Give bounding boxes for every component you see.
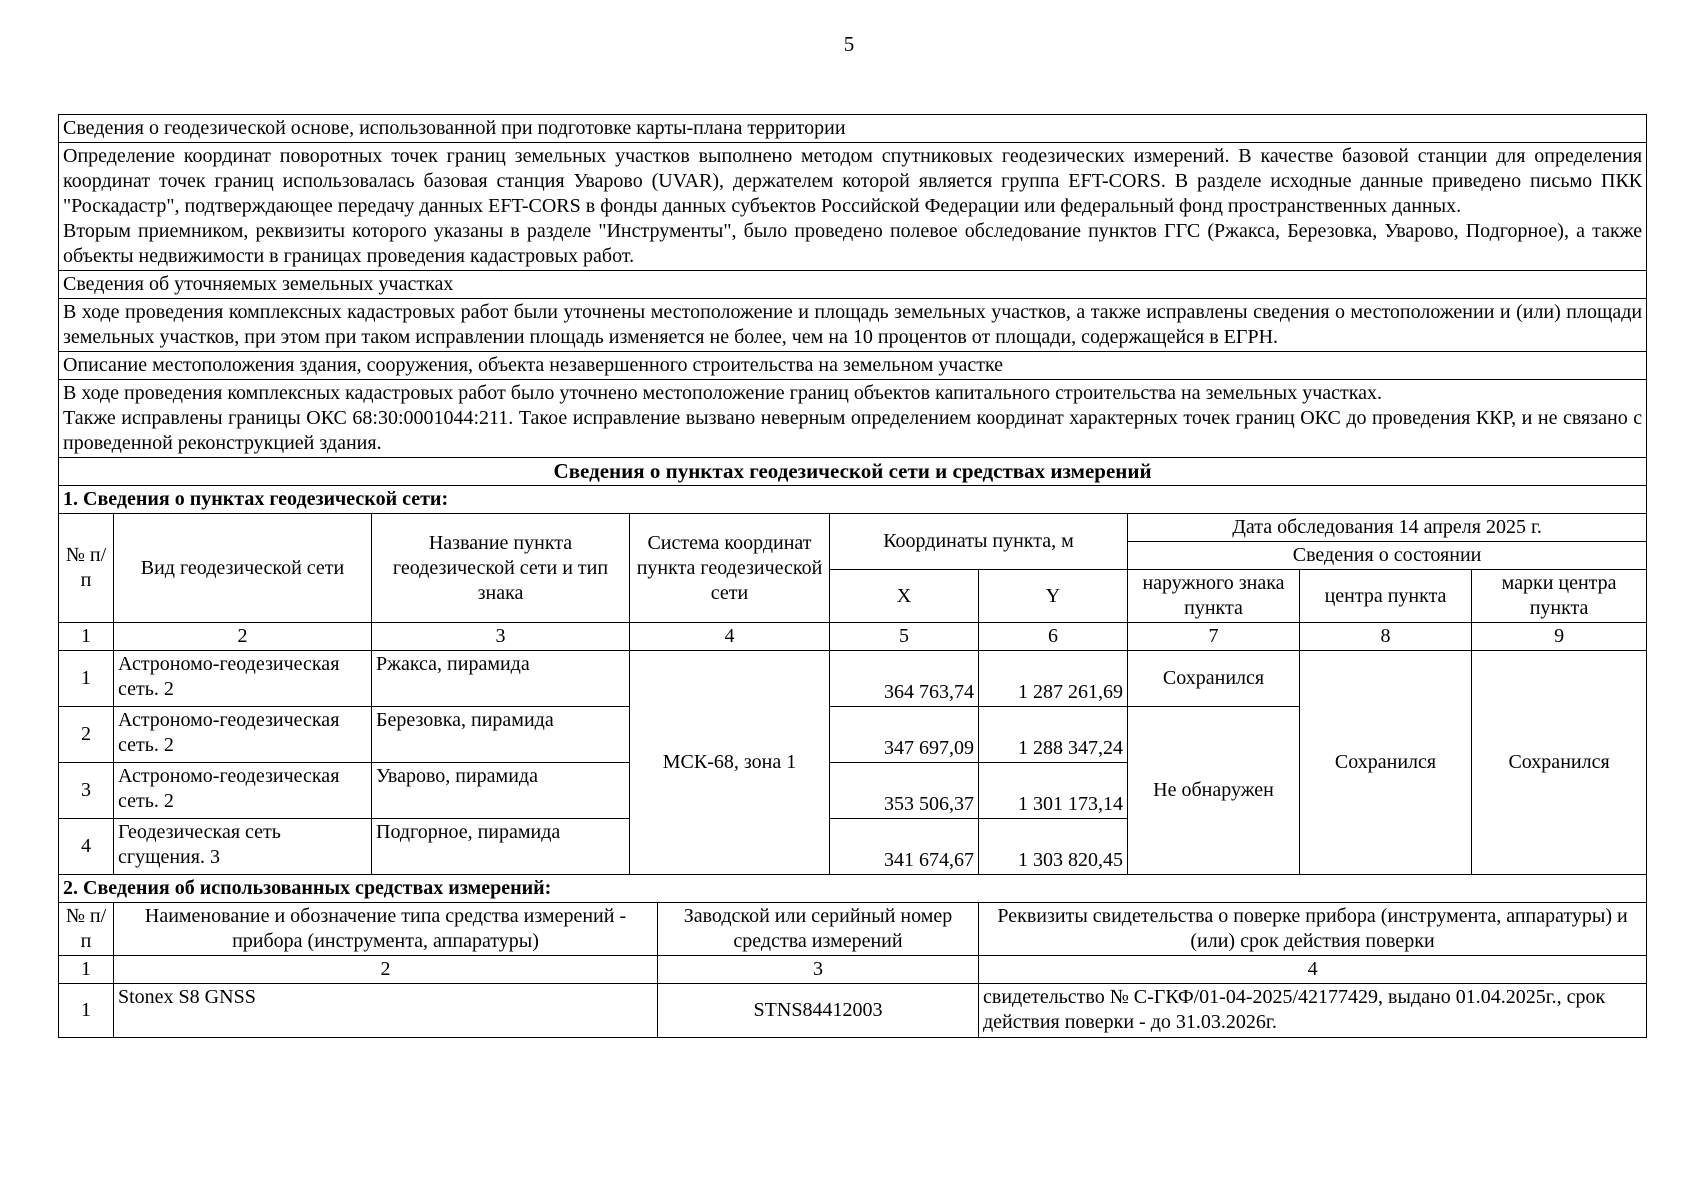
row-point-name: Березовка, пирамида xyxy=(372,707,630,763)
section1-column-numbers-row xyxy=(59,623,1647,651)
row-network-type: Астрономо-геодезическая сеть. 2 xyxy=(114,651,372,707)
section2-column-numbers-row xyxy=(59,956,1647,984)
section2-title-row xyxy=(59,875,1647,903)
header-center-mark: марки центра пункта xyxy=(1472,570,1647,623)
header-point-name: Название пункта геодезической сети и тип знака xyxy=(372,514,630,623)
row-x: 364 763,74 xyxy=(830,651,979,707)
refined-parcels-heading: Сведения об уточняемых земельных участках xyxy=(59,271,1647,299)
network-title: Сведения о пунктах геодезической сети и средствах измерений xyxy=(59,458,1647,486)
section2-title: 2. Сведения об использованных средствах измерений: xyxy=(59,875,1647,903)
row-certificate: свидетельство № С-ГКФ/01-04-2025/42177429, выдано 01.04.2025г., срок действия поверки - до 31.03.2026г. xyxy=(979,984,1647,1038)
row-y: 1 303 820,45 xyxy=(979,819,1128,875)
geodetic-basis-text: Определение координат поворотных точек границ земельных участков выполнено методом спутниковых геодезических измерений. В качестве базовой станции для определения координат точек границ использовалась базовая станция Уварово (UVAR), держателем которой является группа EFT-CORS. В разделе исходные данные приведено письмо ПКК "Роскадастр", подтверждающее передачу данных EFT-CORS в фонды данных субъектов Российской Федерации или федеральный фонд пространственных данных. Вторым приемником, реквизиты которого указаны в разделе "Инструменты", было проведено полевое обследование пунктов ГГС (Ржакса, Березовка, Уварово, Подгорное), а также объекты недвижимости в границах проведения кадастровых работ. xyxy=(59,143,1647,271)
outer-sign-rows2-4: Не обнаружен xyxy=(1128,707,1300,875)
header-coord-system: Система координат пункта геодезической сети xyxy=(630,514,830,623)
center-value: Сохранился xyxy=(1300,651,1472,875)
refined-parcels-text: В ходе проведения комплексных кадастровых работ были уточнены местоположение и площадь земельных участков, а также исправлены сведения о местоположении и (или) площади земельных участков, при этом при таком исправлении площадь изменяется не более, чем на 10 процентов от площади, содержащейся в ЕГРН. xyxy=(59,299,1647,352)
row-x: 353 506,37 xyxy=(830,763,979,819)
geodetic-basis-text-row xyxy=(59,143,1647,271)
header-y: Y xyxy=(979,570,1128,623)
row-network-type: Геодезическая сеть сгущения. 3 xyxy=(114,819,372,875)
refined-parcels-heading-row xyxy=(59,271,1647,299)
row-y: 1 301 173,14 xyxy=(979,763,1128,819)
column-number: 6 xyxy=(979,623,1128,651)
header-network-type: Вид геодезической сети xyxy=(114,514,372,623)
network-title-row xyxy=(59,458,1647,486)
cadastral-info-table xyxy=(58,114,1647,1038)
building-location-heading: Описание местоположения здания, сооружения, объекта незавершенного строительства на земельном участке xyxy=(59,352,1647,380)
row-no: 4 xyxy=(59,819,114,875)
row-point-name: Подгорное, пирамида xyxy=(372,819,630,875)
column-number: 3 xyxy=(372,623,630,651)
header-no: № п/п xyxy=(59,903,114,956)
column-number: 4 xyxy=(630,623,830,651)
row-point-name: Уварово, пирамида xyxy=(372,763,630,819)
outer-sign-row1: Сохранился xyxy=(1128,651,1300,707)
header-serial: Заводской или серийный номер средства измерений xyxy=(658,903,979,956)
table-row xyxy=(59,651,1647,707)
column-number: 2 xyxy=(114,956,658,984)
row-y: 1 288 347,24 xyxy=(979,707,1128,763)
building-location-heading-row xyxy=(59,352,1647,380)
column-number: 1 xyxy=(59,623,114,651)
column-number: 2 xyxy=(114,623,372,651)
header-instrument: Наименование и обозначение типа средства измерений - прибора (инструмента, аппаратуры) xyxy=(114,903,658,956)
header-x: X xyxy=(830,570,979,623)
row-no: 3 xyxy=(59,763,114,819)
header-condition: Сведения о состоянии xyxy=(1128,542,1647,570)
row-point-name: Ржакса, пирамида xyxy=(372,651,630,707)
row-x: 347 697,09 xyxy=(830,707,979,763)
row-no: 2 xyxy=(59,707,114,763)
geodetic-basis-heading: Сведения о геодезической основе, использованной при подготовке карты-плана территории xyxy=(59,115,1647,143)
header-coords: Координаты пункта, м xyxy=(830,514,1128,570)
center-mark-value: Сохранился xyxy=(1472,651,1647,875)
section1-title-row xyxy=(59,486,1647,514)
row-y: 1 287 261,69 xyxy=(979,651,1128,707)
row-network-type: Астрономо-геодезическая сеть. 2 xyxy=(114,707,372,763)
page-number: 5 xyxy=(843,32,855,56)
coord-system-value: МСК-68, зона 1 xyxy=(630,651,830,875)
geodetic-basis-heading-row xyxy=(59,115,1647,143)
column-number: 9 xyxy=(1472,623,1647,651)
header-certificate: Реквизиты свидетельства о поверке прибора (инструмента, аппаратуры) и (или) срок действия поверки xyxy=(979,903,1647,956)
building-location-text-row xyxy=(59,380,1647,458)
header-no: № п/п xyxy=(59,514,114,623)
row-no: 1 xyxy=(59,651,114,707)
refined-parcels-text-row xyxy=(59,299,1647,352)
section1-title: 1. Сведения о пунктах геодезической сети: xyxy=(59,486,1647,514)
column-number: 4 xyxy=(979,956,1647,984)
column-number: 8 xyxy=(1300,623,1472,651)
column-number: 3 xyxy=(658,956,979,984)
header-outer-sign: наружного знака пункта xyxy=(1128,570,1300,623)
header-survey-date: Дата обследования 14 апреля 2025 г. xyxy=(1128,514,1647,542)
column-number: 5 xyxy=(830,623,979,651)
section1-header-row-1 xyxy=(59,514,1647,542)
row-serial: STNS84412003 xyxy=(658,984,979,1038)
column-number: 1 xyxy=(59,956,114,984)
row-x: 341 674,67 xyxy=(830,819,979,875)
row-instrument: Stonex S8 GNSS xyxy=(114,984,658,1038)
column-number: 7 xyxy=(1128,623,1300,651)
table-row xyxy=(59,984,1647,1038)
building-location-text: В ходе проведения комплексных кадастровых работ было уточнено местоположение границ объектов капитального строительства на земельных участках. Также исправлены границы ОКС 68:30:0001044:211. Такое исправление вызвано неверным определением координат характерных точек границ ОКС до проведения ККР, и не связано с проведенной реконструкцией здания. xyxy=(59,380,1647,458)
section2-header-row xyxy=(59,903,1647,956)
header-center: центра пункта xyxy=(1300,570,1472,623)
row-network-type: Астрономо-геодезическая сеть. 2 xyxy=(114,763,372,819)
row-no: 1 xyxy=(59,984,114,1038)
